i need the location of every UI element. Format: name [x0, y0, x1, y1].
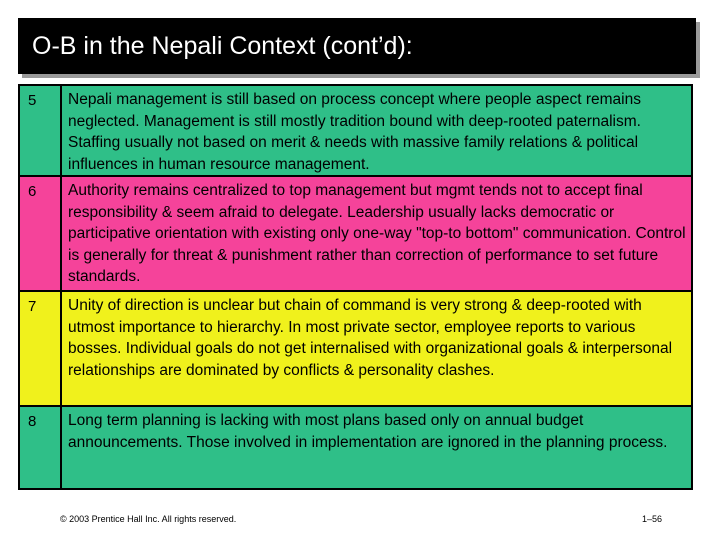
row-text: Unity of direction is unclear but chain of command is very strong & deep-rooted with utmost importance to hierarchy. In most private sector, employee reports to various bosses. Individual goals do not get internalised with organizational goals & interpersonal relationships are dominated by conflicts & personality clashes. — [68, 297, 673, 379]
table-row-8 — [20, 407, 691, 488]
row-text: Nepali management is still based on process concept where people aspect remains neglected. Management is still mostly tradition bound with deep-rooted paternalism. Staffing usually not based on merit & needs with massive family relations & political influences in human resource management. — [68, 91, 641, 173]
row-number: 6 — [20, 177, 62, 290]
page-number: 1–56 — [642, 514, 663, 524]
title-bar — [18, 18, 696, 74]
row-text: Authority remains centralized to top management but mgmt tends not to accept final responsibility & seem afraid to delegate. Leadership usually lacks democratic or participative orientation with existing only one-way "top-to bottom" communication. Control is generally for threat & punishment rather than correction of performance to set future standards. — [68, 182, 686, 286]
content-table — [18, 84, 693, 490]
page-title: O-B in the Nepali Context (cont’d): — [32, 32, 413, 60]
table-row-6 — [20, 177, 691, 292]
table-row-7 — [20, 292, 691, 407]
table-row-5 — [20, 86, 691, 177]
row-number: 8 — [20, 407, 62, 488]
row-number: 5 — [20, 86, 62, 175]
row-text: Long term planning is lacking with most plans based only on annual budget announcements. Those involved in implementation are ignored in the planning process. — [68, 412, 668, 451]
row-number: 7 — [20, 292, 62, 405]
footer-copyright: © 2003 Prentice Hall Inc. All rights reserved. — [60, 514, 237, 524]
